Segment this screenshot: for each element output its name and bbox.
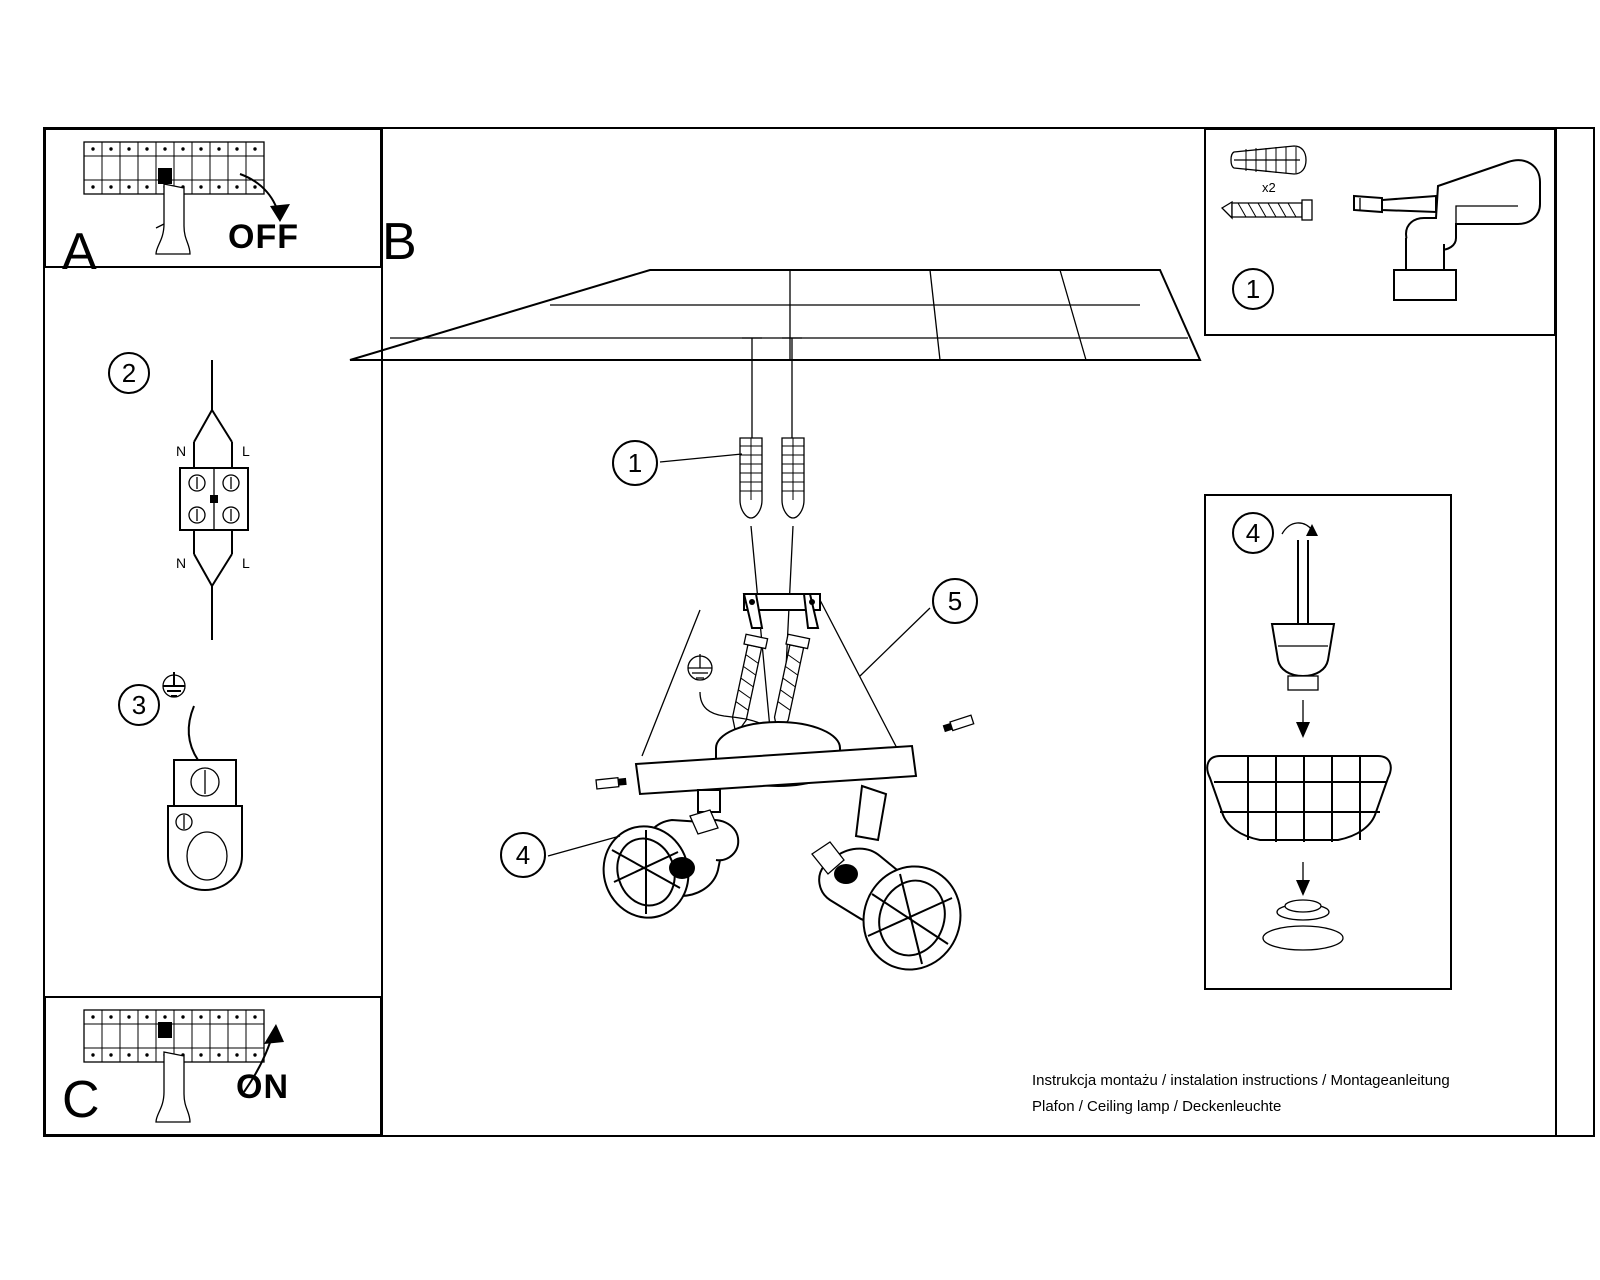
step-4-number-text: 4 <box>1245 517 1261 548</box>
footer-line-1: Instrukcja montażu / instalation instructions / Montageanleitung <box>1032 1072 1450 1089</box>
plug-quantity-label: x2 <box>1262 180 1276 195</box>
callout-4-number-text: 4 <box>515 839 531 870</box>
svg-text:N: N <box>176 443 187 459</box>
callout-5-number-text: 5 <box>947 585 963 616</box>
panel-b-letter: B <box>382 213 417 271</box>
panel-c-letter: C <box>62 1071 100 1129</box>
step-2-number-text: 2 <box>121 357 137 388</box>
step-3-number-text: 3 <box>131 689 147 720</box>
svg-text:L: L <box>242 555 250 571</box>
panel-a-letter: A <box>62 223 97 281</box>
panel-c-on-label: ON <box>236 1068 289 1106</box>
step-1-number-text: 1 <box>1245 273 1261 304</box>
footer-line-2: Plafon / Ceiling lamp / Deckenleuchte <box>1032 1098 1282 1115</box>
panel-a-off-label: OFF <box>228 218 299 256</box>
svg-text:L: L <box>242 443 250 459</box>
svg-text:N: N <box>176 555 187 571</box>
callout-1-number-text: 1 <box>627 447 643 478</box>
